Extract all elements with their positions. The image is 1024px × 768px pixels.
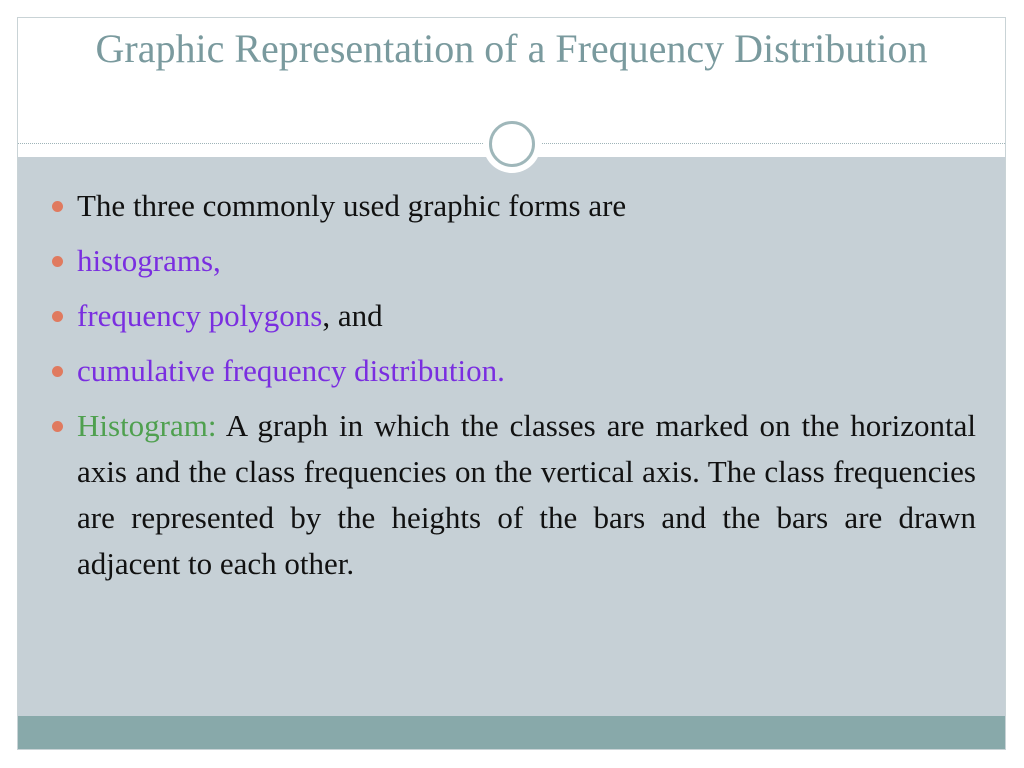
bullet-histograms bbox=[48, 238, 976, 284]
slide-title: Graphic Representation of a Frequency Distribution bbox=[95, 26, 928, 71]
slide bbox=[17, 17, 1006, 750]
bullet-dot-icon bbox=[52, 256, 63, 267]
bullet-frequency-polygons bbox=[48, 293, 976, 339]
bullet-list bbox=[48, 183, 976, 596]
bullet-cumulative bbox=[48, 348, 976, 394]
bullet-dot-icon bbox=[52, 201, 63, 212]
histograms-term: histograms, bbox=[77, 243, 221, 278]
bullet-histogram-definition bbox=[48, 403, 976, 587]
decorative-circle-icon bbox=[483, 115, 541, 173]
frequency-polygons-suffix: , and bbox=[322, 298, 383, 333]
bullet-intro-text: The three commonly used graphic forms are bbox=[77, 188, 627, 223]
footer-bar bbox=[18, 716, 1005, 749]
histogram-definition-term: Histogram: bbox=[77, 408, 217, 443]
bullet-dot-icon bbox=[52, 311, 63, 322]
histogram-definition-text: A graph in which the classes are marked on the horizontal axis and the class frequencies on the vertical axis. The class frequencies are represented by the heights of the bars and the bars are drawn adjacent to each other. bbox=[77, 408, 976, 581]
cumulative-term: cumulative frequency distribution. bbox=[77, 353, 505, 388]
inner-ring-icon bbox=[489, 121, 535, 167]
bullet-intro bbox=[48, 183, 976, 229]
frequency-polygons-term: frequency polygons bbox=[77, 298, 323, 333]
bullet-dot-icon bbox=[52, 366, 63, 377]
bullet-dot-icon bbox=[52, 421, 63, 432]
